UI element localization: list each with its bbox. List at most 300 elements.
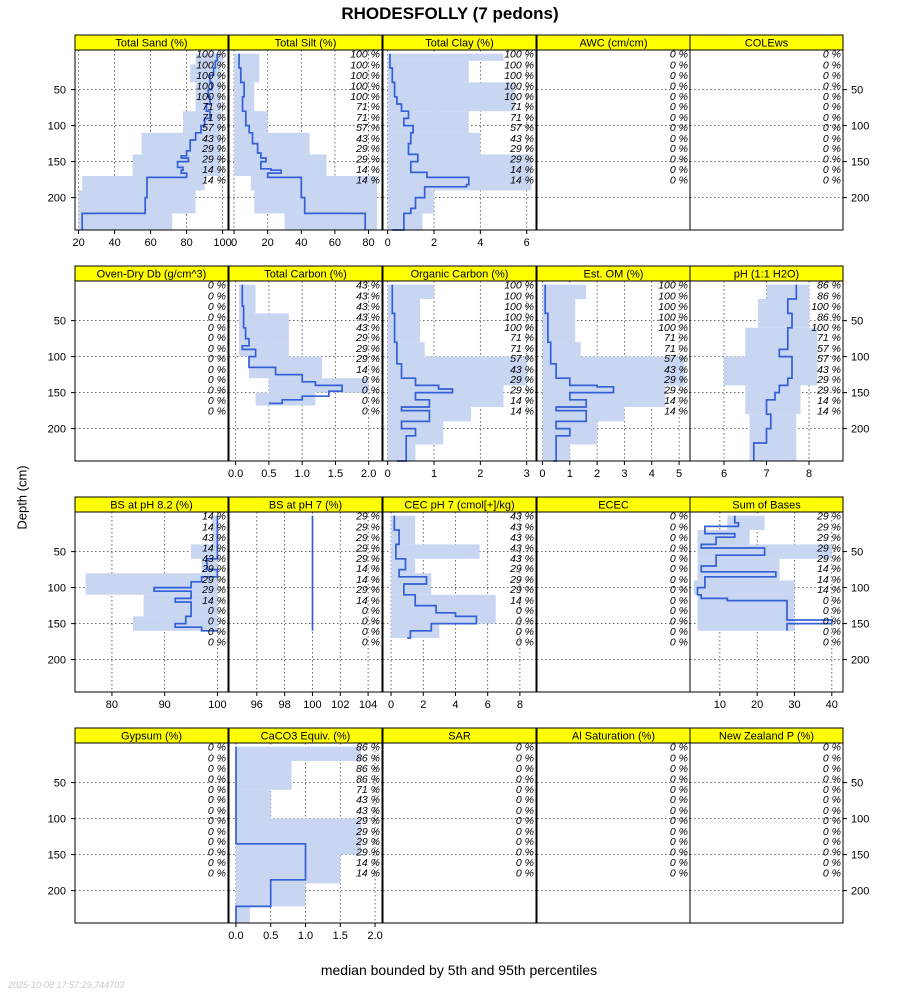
percent-label: 0 % xyxy=(669,70,688,83)
x-tick-label: 0.5 xyxy=(263,930,279,942)
panel xyxy=(48,497,228,711)
percent-label: 0 % xyxy=(822,752,841,765)
percent-label: 14 % xyxy=(356,573,380,586)
percent-label: 14 % xyxy=(202,510,226,523)
percent-label: 0 % xyxy=(207,290,226,303)
percent-label: 0 % xyxy=(822,636,841,649)
panel-frame xyxy=(690,743,843,923)
percent-label: 29 % xyxy=(510,563,534,576)
percent-label: 71 % xyxy=(664,342,688,355)
percent-label: 0 % xyxy=(822,594,841,607)
percent-label: 71 % xyxy=(664,332,688,345)
percent-label: 0 % xyxy=(669,132,688,145)
percent-label: 0 % xyxy=(669,741,688,754)
percentile-band xyxy=(388,133,481,155)
y-tick-label: 50 xyxy=(53,546,66,559)
percent-label: 0 % xyxy=(207,384,226,397)
x-tick-label: 5 xyxy=(676,468,683,480)
y-tick-label: 100 xyxy=(851,351,870,364)
percent-label: 0 % xyxy=(822,48,841,61)
percent-label: 29 % xyxy=(356,532,380,545)
percent-label: 100 % xyxy=(196,70,226,83)
x-axis-label: median bounded by 5th and 95th percentiles xyxy=(320,962,598,978)
percent-label: 0 % xyxy=(669,804,688,817)
y-tick-label: 100 xyxy=(47,120,66,133)
percent-label: 0 % xyxy=(669,142,688,155)
panel xyxy=(690,497,869,711)
x-tick-label: 6 xyxy=(523,237,530,249)
percent-label: 0 % xyxy=(822,132,841,145)
panel-frame xyxy=(537,743,690,923)
panel-strip-title: Gypsum (%) xyxy=(120,730,183,743)
y-tick-label: 200 xyxy=(47,885,66,898)
percentile-band xyxy=(254,190,377,213)
percent-label: 29 % xyxy=(356,553,380,566)
percent-label: 14 % xyxy=(817,573,841,586)
panel xyxy=(228,728,382,942)
percent-label: 0 % xyxy=(822,804,841,817)
percentile-band xyxy=(236,906,250,923)
percent-label: 0 % xyxy=(669,542,688,555)
percent-label: 0 % xyxy=(207,846,226,859)
percent-label: 14 % xyxy=(510,594,534,607)
x-tick-label: 2.0 xyxy=(361,468,377,480)
percent-label: 0 % xyxy=(822,163,841,176)
percentile-band xyxy=(727,516,764,530)
panel xyxy=(537,497,690,692)
panel-strip-title: Sum of Bases xyxy=(732,499,801,512)
x-tick-label: 0 xyxy=(539,468,546,480)
percent-label: 0 % xyxy=(822,70,841,83)
percent-label: 29 % xyxy=(664,384,688,397)
percent-label: 14 % xyxy=(356,163,380,176)
y-tick-label: 50 xyxy=(851,315,864,328)
percent-label: 0 % xyxy=(361,394,380,407)
percent-label: 29 % xyxy=(817,373,841,386)
percent-label: 29 % xyxy=(202,573,226,586)
percent-label: 57 % xyxy=(510,353,534,366)
percent-label: 0 % xyxy=(822,773,841,786)
percent-label: 0 % xyxy=(515,636,534,649)
percent-label: 43 % xyxy=(356,322,380,335)
percent-label: 100 % xyxy=(196,91,226,104)
percent-label: 71 % xyxy=(510,101,534,114)
percent-label: 29 % xyxy=(817,542,841,555)
percentile-band xyxy=(236,761,292,790)
panel-strip-title: New Zealand P (%) xyxy=(718,730,815,743)
percent-label: 0 % xyxy=(515,867,534,880)
percent-label: 0 % xyxy=(669,91,688,104)
panel-strip-title: SAR xyxy=(448,730,471,743)
percent-label: 86 % xyxy=(356,752,380,765)
x-tick-label: 1.5 xyxy=(327,468,344,480)
percent-label: 57 % xyxy=(202,122,226,135)
percent-label: 0 % xyxy=(669,752,688,765)
y-tick-label: 200 xyxy=(47,654,66,667)
x-tick-label: 80 xyxy=(362,237,375,249)
percent-label: 14 % xyxy=(356,563,380,576)
percent-label: 43 % xyxy=(356,794,380,807)
percent-label: 0 % xyxy=(822,153,841,166)
percent-label: 0 % xyxy=(515,835,534,848)
percent-label: 14 % xyxy=(202,594,226,607)
percent-label: 71 % xyxy=(356,784,380,797)
percent-label: 29 % xyxy=(202,142,226,155)
percent-label: 100 % xyxy=(504,59,534,72)
x-tick-label: 0 xyxy=(384,468,391,480)
percent-label: 71 % xyxy=(510,332,534,345)
panel-strip-title: ECEC xyxy=(598,499,629,512)
y-tick-label: 50 xyxy=(851,84,864,97)
x-tick-label: 2 xyxy=(430,237,438,249)
percentile-band xyxy=(388,61,469,83)
percent-label: 0 % xyxy=(669,174,688,187)
panel-strip-title: AWC (cm/cm) xyxy=(579,37,648,50)
percent-label: 0 % xyxy=(822,856,841,869)
panel xyxy=(690,35,869,230)
y-tick-label: 200 xyxy=(851,192,870,205)
percent-label: 29 % xyxy=(510,584,534,597)
x-tick-label: 60 xyxy=(144,237,157,249)
y-tick-label: 100 xyxy=(851,582,870,595)
percent-label: 0 % xyxy=(669,153,688,166)
percent-label: 0 % xyxy=(207,322,226,335)
percent-label: 71 % xyxy=(202,111,226,124)
y-tick-label: 150 xyxy=(851,156,870,169)
percent-label: 86 % xyxy=(817,279,841,292)
panel xyxy=(48,728,228,923)
percent-label: 0 % xyxy=(669,625,688,638)
percentile-band xyxy=(391,544,480,558)
y-tick-label: 100 xyxy=(851,120,870,133)
percent-label: 0 % xyxy=(669,825,688,838)
percent-label: 71 % xyxy=(356,111,380,124)
panel-strip-title: Total Sand (%) xyxy=(115,37,188,50)
percent-label: 0 % xyxy=(207,741,226,754)
percent-label: 0 % xyxy=(669,615,688,628)
percent-label: 29 % xyxy=(202,153,226,166)
percent-label: 0 % xyxy=(669,111,688,124)
percent-label: 0 % xyxy=(822,867,841,880)
percent-label: 100 % xyxy=(504,301,534,314)
percent-label: 0 % xyxy=(207,763,226,776)
percentile-band xyxy=(234,111,268,133)
percentile-band xyxy=(234,133,310,155)
percentile-band xyxy=(236,747,361,761)
percent-label: 29 % xyxy=(356,332,380,345)
percent-label: 14 % xyxy=(356,174,380,187)
percent-label: 100 % xyxy=(504,311,534,324)
percent-label: 100 % xyxy=(350,59,380,72)
percent-label: 43 % xyxy=(510,132,534,145)
percent-label: 0 % xyxy=(669,510,688,523)
panel xyxy=(690,266,869,480)
y-tick-label: 150 xyxy=(47,849,66,862)
percent-label: 100 % xyxy=(350,70,380,83)
percent-label: 0 % xyxy=(207,784,226,797)
percent-label: 14 % xyxy=(356,867,380,880)
x-tick-label: 10 xyxy=(713,699,726,711)
percent-label: 43 % xyxy=(356,301,380,314)
percent-label: 0 % xyxy=(822,142,841,155)
percent-label: 43 % xyxy=(356,132,380,145)
percentile-band xyxy=(767,285,810,299)
x-tick-label: 90 xyxy=(158,699,171,711)
percent-label: 29 % xyxy=(510,373,534,386)
panel xyxy=(383,266,536,480)
percent-label: 0 % xyxy=(669,48,688,61)
percent-label: 0 % xyxy=(207,856,226,869)
x-tick-label: 8 xyxy=(516,699,523,711)
x-tick-label: 100 xyxy=(208,699,227,711)
x-tick-label: 100 xyxy=(303,699,322,711)
percent-label: 14 % xyxy=(202,521,226,534)
panel-strip-title: Total Silt (%) xyxy=(274,37,337,50)
x-tick-label: 1.5 xyxy=(332,930,348,942)
percent-label: 100 % xyxy=(658,290,688,303)
percent-label: 29 % xyxy=(356,142,380,155)
panel-strip-title: Organic Carbon (%) xyxy=(410,268,509,281)
panel xyxy=(690,728,869,923)
percent-label: 100 % xyxy=(658,322,688,335)
percent-label: 86 % xyxy=(817,311,841,324)
panel-frame xyxy=(537,50,690,230)
percent-label: 14 % xyxy=(356,856,380,869)
percent-label: 29 % xyxy=(356,542,380,555)
percent-label: 0 % xyxy=(669,604,688,617)
percentile-band xyxy=(542,342,580,356)
percent-label: 0 % xyxy=(822,122,841,135)
percentile-band xyxy=(542,407,624,421)
percent-label: 0 % xyxy=(515,856,534,869)
percent-label: 86 % xyxy=(356,741,380,754)
percentile-band xyxy=(234,54,259,83)
percent-label: 0 % xyxy=(207,332,226,345)
percentile-band xyxy=(79,213,173,230)
percent-label: 0 % xyxy=(515,604,534,617)
y-tick-label: 200 xyxy=(47,423,66,436)
panel-frame xyxy=(537,512,690,692)
x-tick-label: 0 xyxy=(387,699,395,711)
percent-label: 100 % xyxy=(811,322,841,335)
percent-label: 29 % xyxy=(356,825,380,838)
percentile-band xyxy=(724,357,818,386)
percent-label: 0 % xyxy=(207,301,226,314)
percent-label: 29 % xyxy=(510,153,534,166)
percent-label: 43 % xyxy=(510,532,534,545)
panel xyxy=(383,728,536,923)
x-tick-label: 2 xyxy=(594,468,601,480)
percent-label: 100 % xyxy=(196,80,226,93)
percent-label: 0 % xyxy=(669,636,688,649)
percent-label: 0 % xyxy=(669,573,688,586)
percentile-band xyxy=(79,190,196,213)
percent-label: 0 % xyxy=(822,101,841,114)
percent-label: 0 % xyxy=(207,342,226,355)
percent-label: 14 % xyxy=(664,405,688,418)
percent-label: 0 % xyxy=(669,521,688,534)
percent-label: 0 % xyxy=(207,752,226,765)
percent-label: 14 % xyxy=(817,405,841,418)
panel xyxy=(537,728,690,923)
y-axis-label-text: Depth (cm) xyxy=(14,465,30,530)
percent-label: 100 % xyxy=(504,290,534,303)
panel-strip-title: CaCO3 Equiv. (%) xyxy=(260,730,351,743)
percent-label: 57 % xyxy=(510,122,534,135)
y-tick-label: 150 xyxy=(47,387,66,400)
percent-label: 0 % xyxy=(515,825,534,838)
percent-label: 0 % xyxy=(207,279,226,292)
x-tick-label: 0.5 xyxy=(261,468,277,480)
y-tick-label: 200 xyxy=(851,885,870,898)
percent-label: 100 % xyxy=(504,279,534,292)
percent-label: 0 % xyxy=(822,91,841,104)
percent-label: 86 % xyxy=(356,773,380,786)
percent-label: 0 % xyxy=(361,384,380,397)
percent-label: 0 % xyxy=(669,846,688,859)
percent-label: 29 % xyxy=(664,373,688,386)
percentile-band xyxy=(388,54,504,61)
panel-strip-title: Al Saturation (%) xyxy=(571,730,656,743)
percent-label: 29 % xyxy=(817,532,841,545)
x-tick-label: 60 xyxy=(328,237,342,249)
percent-label: 14 % xyxy=(510,174,534,187)
percent-label: 0 % xyxy=(669,80,688,93)
panel xyxy=(537,266,690,480)
panel-strip-title: Est. OM (%) xyxy=(583,268,644,281)
percent-label: 29 % xyxy=(817,521,841,534)
percent-label: 0 % xyxy=(207,825,226,838)
percent-label: 0 % xyxy=(822,763,841,776)
percent-label: 0 % xyxy=(515,763,534,776)
percent-label: 43 % xyxy=(202,532,226,545)
percent-label: 43 % xyxy=(356,804,380,817)
panel-frame xyxy=(690,50,843,230)
panel xyxy=(229,497,382,711)
percent-label: 100 % xyxy=(350,48,380,61)
percent-label: 0 % xyxy=(822,80,841,93)
x-tick-label: 80 xyxy=(180,237,193,249)
percent-label: 86 % xyxy=(817,290,841,303)
percent-label: 14 % xyxy=(510,405,534,418)
percent-label: 0 % xyxy=(515,815,534,828)
x-tick-label: 1.0 xyxy=(294,468,310,480)
x-tick-label: 0.0 xyxy=(228,930,244,942)
panel xyxy=(383,497,536,711)
percentile-band xyxy=(391,595,496,624)
percent-label: 0 % xyxy=(669,773,688,786)
percent-label: 0 % xyxy=(822,741,841,754)
percent-label: 0 % xyxy=(207,815,226,828)
x-tick-label: 0 xyxy=(230,237,238,249)
percent-label: 0 % xyxy=(822,615,841,628)
x-tick-label: 1.0 xyxy=(297,930,314,942)
x-tick-label: 80 xyxy=(105,699,119,711)
percent-label: 100 % xyxy=(504,91,534,104)
y-tick-label: 150 xyxy=(851,387,870,400)
y-tick-label: 200 xyxy=(851,423,870,436)
x-tick-label: 40 xyxy=(108,237,121,249)
percent-label: 0 % xyxy=(669,163,688,176)
percent-label: 29 % xyxy=(510,384,534,397)
percent-label: 0 % xyxy=(361,636,380,649)
percent-label: 29 % xyxy=(817,510,841,523)
panel xyxy=(48,266,228,461)
x-tick-label: 104 xyxy=(358,699,378,711)
y-tick-label: 100 xyxy=(851,813,870,826)
percent-label: 29 % xyxy=(356,153,380,166)
x-tick-label: 0 xyxy=(384,237,391,249)
percentile-band xyxy=(542,285,586,299)
panel-frame xyxy=(75,281,228,461)
percent-label: 0 % xyxy=(207,867,226,880)
x-tick-label: 8 xyxy=(805,468,813,480)
percent-label: 86 % xyxy=(356,763,380,776)
percent-label: 57 % xyxy=(664,353,688,366)
percent-label: 0 % xyxy=(361,405,380,418)
percent-label: 0 % xyxy=(822,604,841,617)
percent-label: 43 % xyxy=(356,311,380,324)
percent-label: 0 % xyxy=(822,825,841,838)
percent-label: 0 % xyxy=(207,373,226,386)
percent-label: 71 % xyxy=(510,111,534,124)
percent-label: 43 % xyxy=(356,290,380,303)
percent-label: 0 % xyxy=(361,373,380,386)
percent-label: 0 % xyxy=(669,553,688,566)
percent-label: 57 % xyxy=(817,353,841,366)
percent-label: 0 % xyxy=(207,625,226,638)
y-tick-label: 100 xyxy=(47,813,66,826)
percent-label: 0 % xyxy=(669,584,688,597)
percent-label: 0 % xyxy=(822,59,841,72)
y-tick-label: 50 xyxy=(53,777,66,790)
percent-label: 29 % xyxy=(356,835,380,848)
percent-label: 14 % xyxy=(817,563,841,576)
percent-label: 0 % xyxy=(822,174,841,187)
percent-label: 100 % xyxy=(811,301,841,314)
percent-label: 0 % xyxy=(669,867,688,880)
x-tick-label: 4 xyxy=(452,699,459,711)
percent-label: 43 % xyxy=(510,363,534,376)
percent-label: 0 % xyxy=(669,101,688,114)
percent-label: 0 % xyxy=(669,794,688,807)
percent-label: 0 % xyxy=(207,615,226,628)
y-tick-label: 50 xyxy=(851,777,864,790)
percent-label: 0 % xyxy=(207,394,226,407)
panel xyxy=(229,35,382,249)
percent-label: 0 % xyxy=(207,773,226,786)
x-tick-label: 20 xyxy=(261,237,274,249)
percent-label: 43 % xyxy=(202,132,226,145)
x-tick-label: 20 xyxy=(751,699,764,711)
panel xyxy=(383,35,536,249)
x-tick-label: 6 xyxy=(720,468,728,480)
panel-frame xyxy=(75,743,228,923)
percent-label: 14 % xyxy=(356,594,380,607)
x-tick-label: 1 xyxy=(430,468,438,480)
percent-label: 14 % xyxy=(202,542,226,555)
percent-label: 0 % xyxy=(207,311,226,324)
percent-label: 0 % xyxy=(669,784,688,797)
percent-label: 29 % xyxy=(356,815,380,828)
percentile-band xyxy=(750,414,797,461)
percent-label: 14 % xyxy=(202,163,226,176)
percent-label: 14 % xyxy=(202,174,226,187)
percent-label: 100 % xyxy=(504,322,534,335)
percentile-band xyxy=(391,559,415,573)
x-tick-label: 102 xyxy=(331,699,350,711)
x-tick-label: 96 xyxy=(250,699,263,711)
